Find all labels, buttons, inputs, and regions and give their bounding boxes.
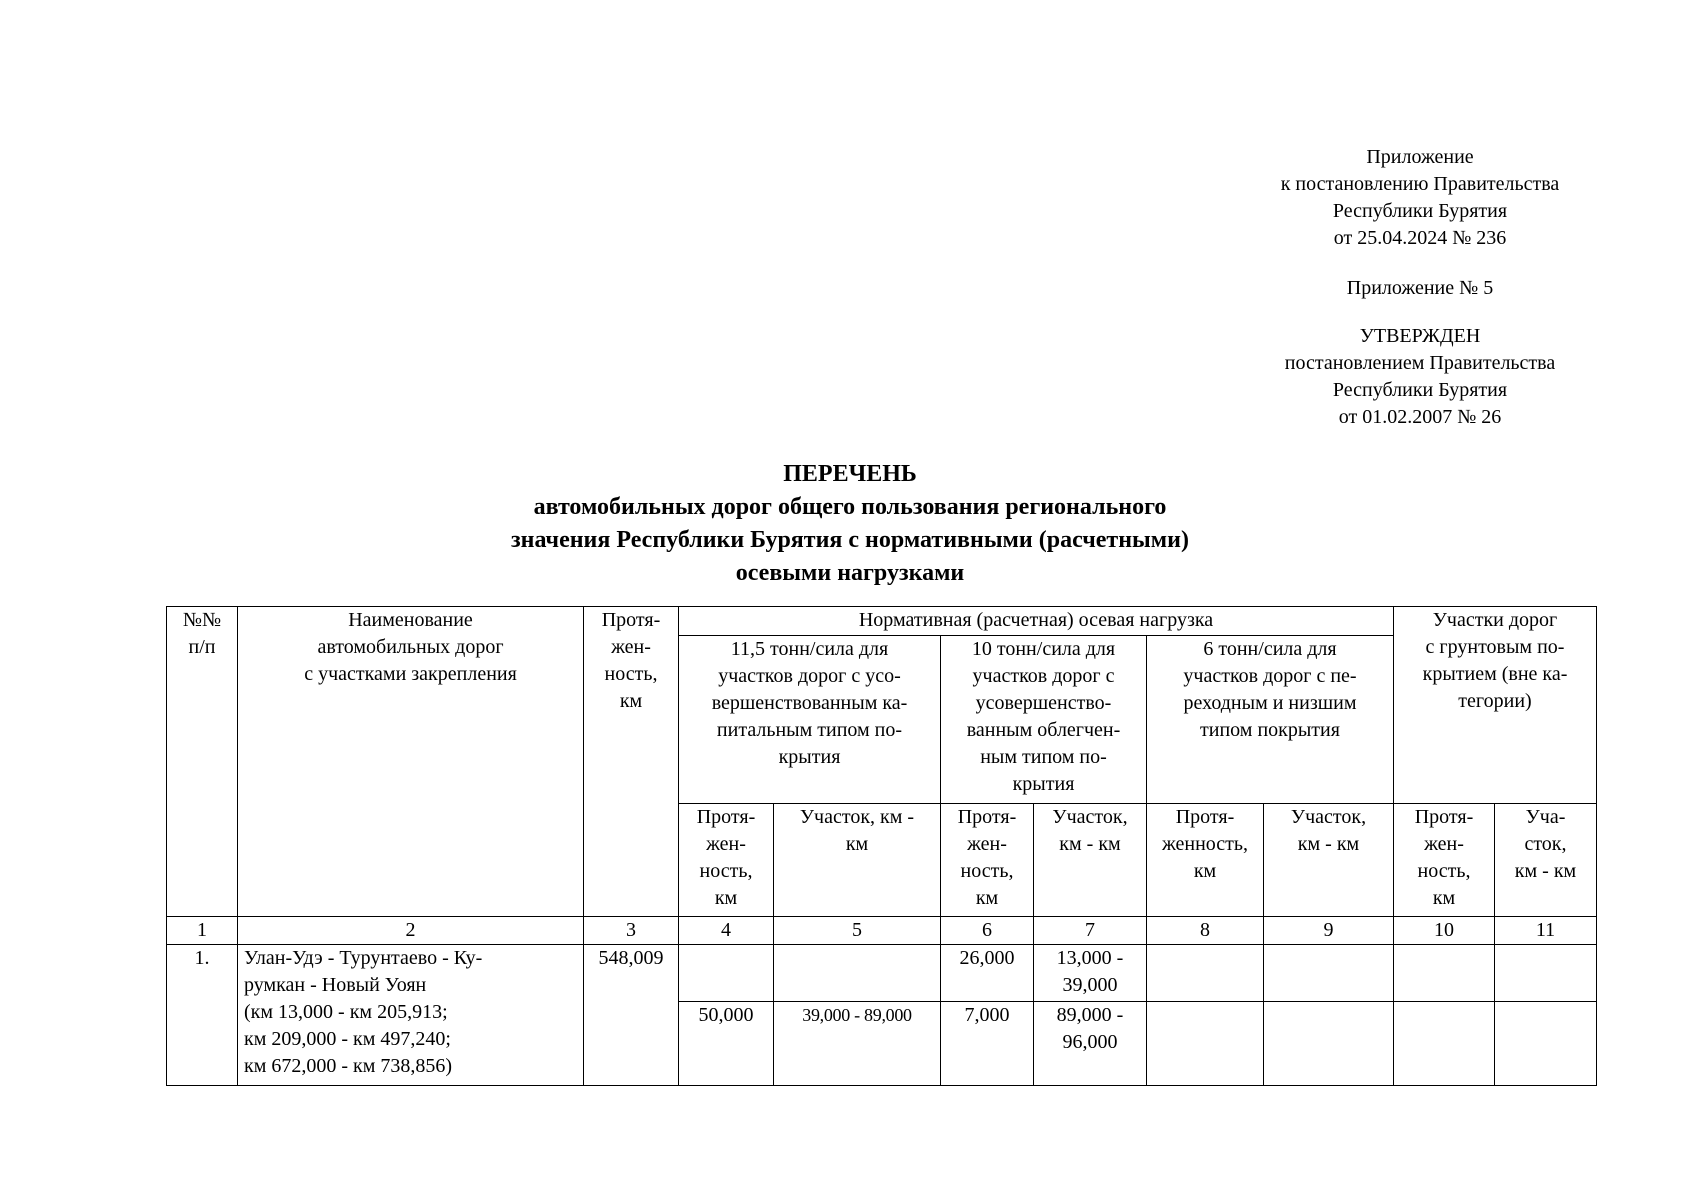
header-col-8: Протя- женность, км — [1147, 804, 1264, 917]
column-number: 2 — [238, 917, 584, 945]
cell-length-10t: 7,000 — [941, 1002, 1034, 1086]
cell-length-10t: 26,000 — [941, 945, 1034, 1002]
annex-line: к постановлению Правительства — [1280, 173, 1560, 195]
column-number: 7 — [1034, 917, 1147, 945]
header-group-10t: 10 тонн/сила для участков дорог с усовершенство- ванным облегчен- ным типом по- крытия — [941, 636, 1147, 804]
cell-section-11-5t: 39,000 - 89,000 — [774, 1002, 941, 1086]
header-num: №№ п/п — [167, 607, 238, 917]
cell-length-11-5t — [679, 945, 774, 1002]
annex-line: от 25.04.2024 № 236 — [1333, 227, 1507, 249]
header-col-11: Уча- сток, км - км — [1495, 804, 1597, 917]
header-length: Протя- жен- ность, км — [584, 607, 679, 917]
header-col-7: Участок, км - км — [1034, 804, 1147, 917]
header-col-6: Протя- жен- ность, км — [941, 804, 1034, 917]
header-col-5: Участок, км - км — [774, 804, 941, 917]
title-heading: ПЕРЕЧЕНЬ — [783, 461, 917, 487]
header-col-9: Участок, км - км — [1264, 804, 1394, 917]
column-number-row — [167, 917, 1597, 945]
approval-line: Республики Бурятия — [1332, 379, 1508, 401]
cell-section-dirt — [1495, 1002, 1597, 1086]
row-number: 1. — [167, 945, 238, 1086]
header-dirt-sections: Участки дорог с грунтовым по- крытием (вне ка- тегории) — [1394, 607, 1597, 804]
cell-length-dirt — [1394, 1002, 1495, 1086]
column-number: 8 — [1147, 917, 1264, 945]
title-line: значения Республики Бурятия с нормативными (расчетными) — [511, 527, 1189, 553]
table-row — [167, 945, 1597, 1002]
approval-line: УТВЕРЖДЕН — [1359, 325, 1481, 347]
column-number: 4 — [679, 917, 774, 945]
header-group-11-5t: 11,5 тонн/сила для участков дорог с усо- вершенствованным ка- питальным типом по- крытия — [679, 636, 941, 804]
cell-section-10t: 13,000 - 39,000 — [1034, 945, 1147, 1002]
header-col-10: Протя- жен- ность, км — [1394, 804, 1495, 917]
roads-table — [166, 606, 1597, 1086]
annex-line: Приложение — [1366, 146, 1474, 168]
column-number: 9 — [1264, 917, 1394, 945]
approval-line: постановлением Правительства — [1284, 352, 1556, 374]
cell-section-6t — [1264, 945, 1394, 1002]
title-line: осевыми нагрузками — [735, 560, 965, 586]
cell-length-6t — [1147, 945, 1264, 1002]
annex-header — [1220, 144, 1620, 252]
road-name: Улан-Удэ - Турунтаево - Ку- румкан - Новый Уоян (км 13,000 - км 205,913; км 209,000 - км 497,240; км 672,000 - км 738,856) — [238, 945, 584, 1086]
annex-line: Приложение № 5 — [1346, 277, 1494, 299]
approval-block — [1220, 323, 1620, 431]
title-line: автомобильных дорог общего пользования регионального — [533, 494, 1167, 520]
road-length: 548,009 — [584, 945, 679, 1086]
column-number: 10 — [1394, 917, 1495, 945]
cell-section-dirt — [1495, 945, 1597, 1002]
annex-number — [1220, 275, 1620, 302]
header-axle-load: Нормативная (расчетная) осевая нагрузка — [679, 607, 1394, 636]
cell-section-11-5t — [774, 945, 941, 1002]
cell-section-6t — [1264, 1002, 1394, 1086]
column-number: 5 — [774, 917, 941, 945]
header-group-6t: 6 тонн/сила для участков дорог с пе- реходным и низшим типом покрытия — [1147, 636, 1394, 804]
annex-line: Республики Бурятия — [1332, 200, 1508, 222]
header-row-1 — [167, 607, 1597, 636]
cell-section-10t: 89,000 - 96,000 — [1034, 1002, 1147, 1086]
column-number: 1 — [167, 917, 238, 945]
approval-line: от 01.02.2007 № 26 — [1338, 406, 1502, 428]
column-number: 11 — [1495, 917, 1597, 945]
column-number: 3 — [584, 917, 679, 945]
header-road-name: Наименование автомобильных дорог с участками закрепления — [238, 607, 584, 917]
cell-length-11-5t: 50,000 — [679, 1002, 774, 1086]
cell-length-dirt — [1394, 945, 1495, 1002]
column-number: 6 — [941, 917, 1034, 945]
cell-length-6t — [1147, 1002, 1264, 1086]
document-title — [350, 458, 1350, 590]
header-col-4: Протя- жен- ность, км — [679, 804, 774, 917]
